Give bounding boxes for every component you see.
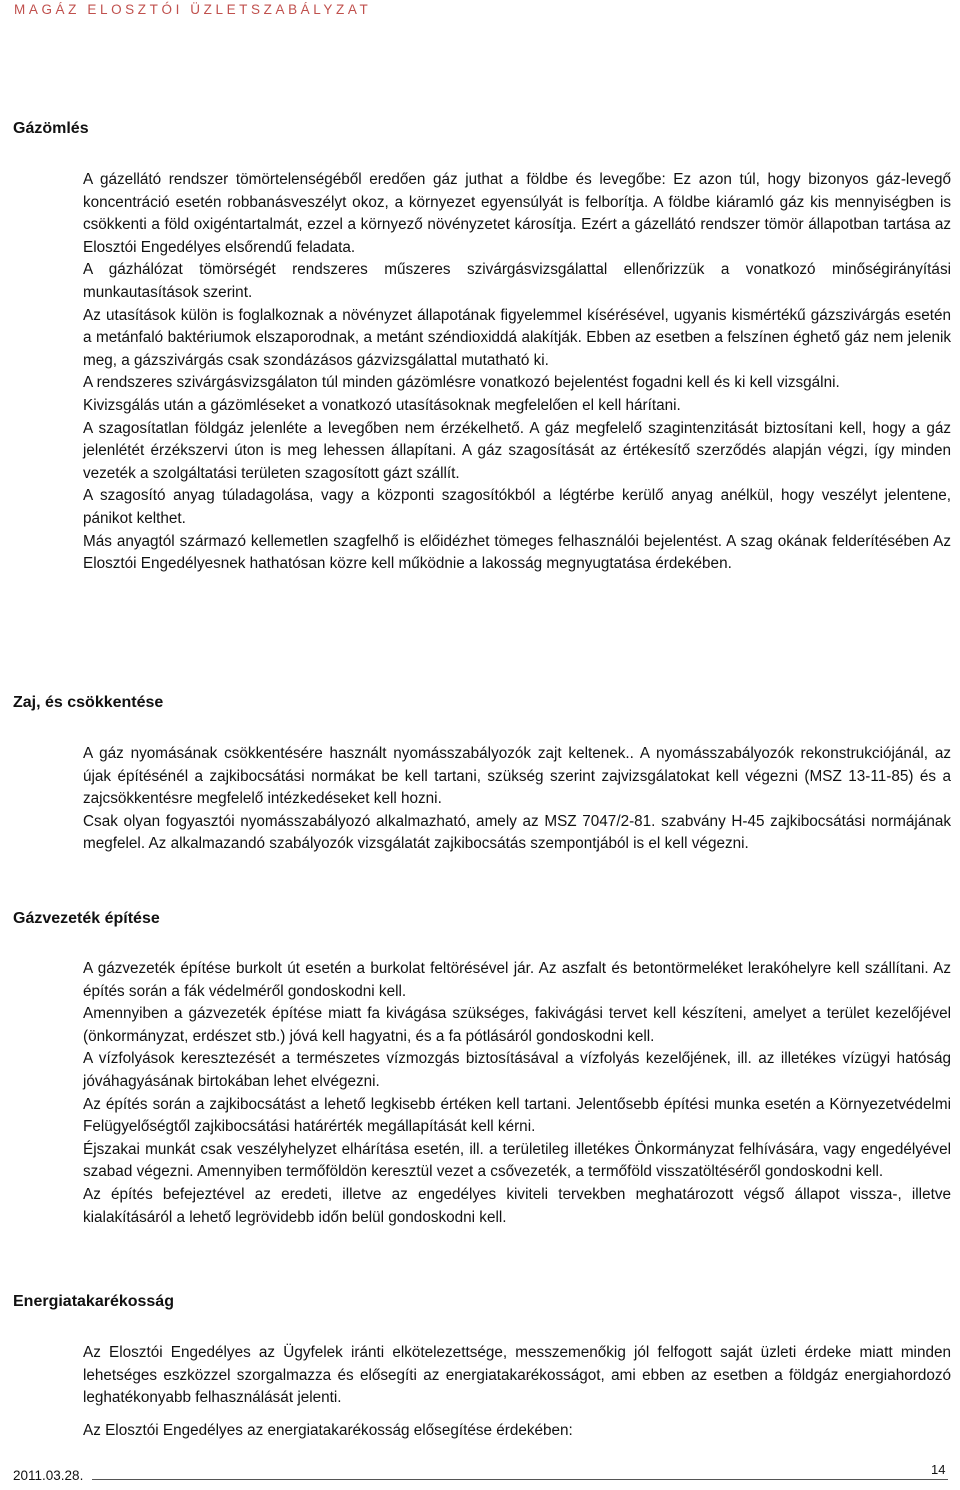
page-number: 14 [931,1462,946,1477]
paragraph: Éjszakai munkát csak veszélyhelyzet elhárítása esetén, ill. a területileg illetékes Önkormányzat felhívására, vagy engedélyével szabad végezni. Amennyiben termőföldön keresztül vezet a csővezeték, a termőföld visszatöltéséről gondoskodni kell. [83,1140,951,1181]
paragraph: A szagosító anyag túladagolása, vagy a központi szagosítókból a légtérbe kerülő anyag anélkül, hogy veszélyt jelentene, pánikot kelthet. [83,487,951,527]
section-title-gazvezetek: Gázvezeték építése [13,910,160,927]
section-body-zaj [83,743,951,856]
paragraph: A gáz nyomásának csökkentésére használt nyomásszabályozók zajt keltenek.. A nyomásszabályozók rekonstrukciójánál, az újak építésénél a zajkibocsátási normákat be kell tartani, szükség szerint zajvizsgálatokat kell végezni (MSZ 13-11-85) és a zajcsökkentésre megfelelő intézkedéseket kell hozni. [83,745,951,808]
section-title-zaj: Zaj, és csökkentése [13,694,164,711]
paragraph: Amennyiben a gázvezeték építése miatt fa kivágása szükséges, fakivágási tervet kell készíteni, amelyet a terület kezelőjével (önkormányzat, erdészet stb.) jóvá kell hagyatni, és a fa pótlásáról gondoskodni kell. [83,1005,951,1045]
paragraph: A rendszeres szivárgásvizsgálaton túl minden gázömlésre vonatkozó bejelentést fogadni kell és ki kell vizsgálni. [83,374,840,392]
paragraph: Csak olyan fogyasztói nyomásszabályozó alkalmazható, amely az MSZ 7047/2-81. szabvány H-45 zajkibocsátási normájának megfelel. Az alkalmazandó szabályozók vizsgálatát zajkibocsátás szempontjából is el kell végezni. [83,812,951,853]
footer-divider [92,1479,948,1480]
footer-date: 2011.03.28. [13,1468,84,1483]
paragraph: A gázvezeték építése burkolt út esetén a burkolat feltörésével jár. Az aszfalt és betontörmeléket lerakóhelyre kell szállítani. Az építés során a fák védelméről gondoskodni kell. [83,960,951,1000]
section-title-gazomles: Gázömlés [13,120,89,137]
paragraph: Az Elosztói Engedélyes az energiatakarékosság elősegítése érdekében: [83,1421,573,1439]
section-body-gazvezetek [83,958,951,1229]
paragraph: A szagosítatlan földgáz jelenléte a levegőben nem érzékelhető. A gáz megfelelő szagintenzitását biztosítani kell, hogy a gáz jelenlétét érzékszervi úton is meg lehessen állapítani. A gáz szagosítását az értékesítő szerződés alapján végzi, így minden vezeték a szolgáltatási területen szagosított gázt szállít. [83,419,951,482]
paragraph: Kivizsgálás után a gázömléseket a vonatkozó utasításoknak megfelelően el kell hárítani. [83,396,681,414]
section-title-energiatakarekossag: Energiatakarékosság [13,1293,174,1310]
running-header: MAGÁZ ELOSZTÓI ÜZLETSZABÁLYZAT [14,2,372,17]
paragraph: A gázellátó rendszer tömörtelenségéből eredően gáz juthat a földbe és levegőbe: Ez azon túl, hogy bizonyos gáz-levegő koncentráció esetén robbanásveszélyt okoz, a környezet egyensúlyát is felborítja. A földbe kiáramló gáz kis mennyiségben is csökkenti a föld oxigéntartalmát, ezzel a környező növényzetet károsítja. Ezért a gázellátó rendszer tömör állapotban tartása az Elosztói Engedélyes elsőrendű feladata. [83,171,951,256]
paragraph: Az építés során a zajkibocsátást a lehető legkisebb értéken kell tartani. Jelentősebb építési munka esetén a Környezetvédelmi Felügyelőségtől zajkibocsátási határérték megállapítását kell kérni. [83,1095,951,1136]
paragraph: Az utasítások külön is foglalkoznak a növényzet állapotának figyelemmel kísérésével, ugyanis kismértékű gázszivárgás esetén a metánfaló baktériumok elszaporodnak, a metánt széndioxiddá alakítják. Ebben az esetben a felszínen éghető gáz nem jelenik meg, a gázszivárgás csak szondázásos gázvizsgálattal mutatható ki. [83,306,951,369]
paragraph: A gázhálózat tömörségét rendszeres műszeres szivárgásvizsgálattal ellenőrizzük a vonatkozó minőségirányítási munkautasítások szerint. [83,261,951,301]
paragraph: Más anyagtól származó kellemetlen szagfelhő is előidézhet tömeges felhasználói bejelentést. A szag okának felderítésében Az Elosztói Engedélyesnek hathatósan közre kell működnie a lakosság megnyugtatása érdekében. [83,532,951,573]
paragraph: Az Elosztói Engedélyes az Ügyfelek iránti elkötelezettsége, messzemenőkig jól felfogott saját üzleti érdeke miatt minden lehetséges eszközzel szorgalmazza és elősegíti az energiatakarékosságot, ami ebben az esetben a földgáz energiahordozó leghatékonyabb felhasználását jelenti. [83,1344,951,1407]
section-body-gazomles [83,169,951,576]
paragraph: A vízfolyások keresztezését a természetes vízmozgás biztosításával a vízfolyás kezelőjének, ill. az illetékes vízügyi hatóság jóváhagyásának birtokában lehet elvégezni. [83,1050,951,1090]
section-body-energiatakarekossag [83,1342,951,1442]
paragraph: Az építés befejeztével az eredeti, illetve az engedélyes kiviteli tervekben meghatározott végső állapot vissza-, illetve kialakításáról a lehető legrövidebb időn belül gondoskodni kell. [83,1185,951,1226]
